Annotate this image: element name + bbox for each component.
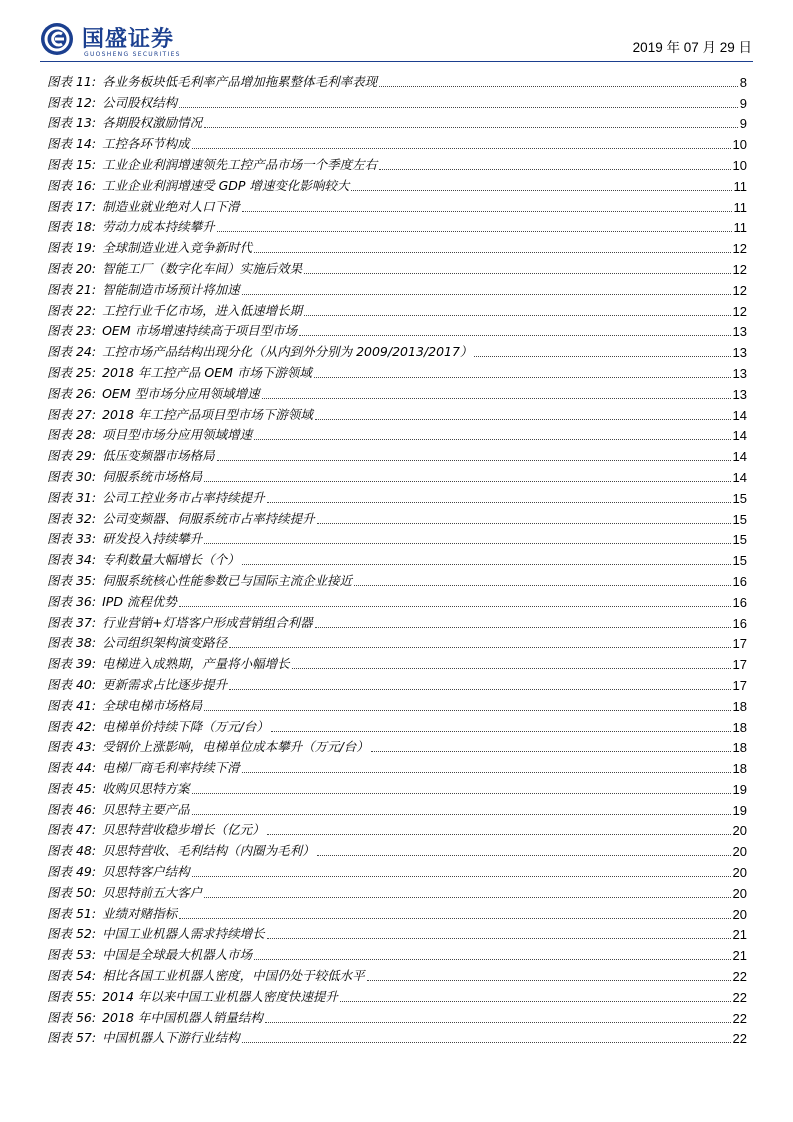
figure-label: 图表 25: (47, 364, 97, 380)
figure-title: 中国是全球最大机器人市场 (102, 947, 253, 963)
figure-title: 贝思特营收稳步增长（亿元） (102, 822, 265, 838)
toc-entry[interactable] (47, 838, 747, 859)
figure-title: 各期股权激励情况 (102, 115, 203, 131)
page-number: 18 (732, 719, 747, 735)
brand-name: 国盛证券 (82, 27, 175, 52)
toc-entry[interactable] (47, 443, 747, 464)
page-number: 16 (732, 573, 747, 589)
figure-title: 公司股权结构 (102, 94, 178, 110)
dot-leader (192, 876, 731, 877)
figure-title: 贝思特营收、毛利结构（内圈为毛利） (102, 843, 315, 859)
page-number: 12 (732, 303, 747, 319)
toc-entry[interactable] (47, 714, 747, 735)
page-number: 18 (732, 761, 747, 777)
toc-entry[interactable] (47, 319, 747, 340)
dot-leader (367, 980, 731, 981)
toc-entry[interactable] (47, 984, 747, 1005)
dot-leader (179, 606, 731, 607)
toc-entry[interactable] (47, 464, 747, 485)
dot-leader (315, 627, 731, 628)
figure-title: 2014 年以来中国工业机器人密度快速提升 (102, 988, 338, 1004)
toc-entry[interactable] (47, 818, 747, 839)
toc-entry[interactable] (47, 381, 747, 402)
figure-title: 公司变频器、伺服系统市占率持续提升 (102, 510, 315, 526)
page-number: 14 (732, 407, 747, 423)
dot-leader (267, 502, 731, 503)
toc-entry[interactable] (47, 360, 747, 381)
figure-title: 工业企业利润增速领先工控产品市场一个季度左右 (102, 156, 378, 172)
figure-label: 图表 40: (47, 676, 97, 692)
dot-leader (192, 793, 731, 794)
figure-title: 2018 年工控产品 OEM 市场下游领域 (102, 364, 312, 380)
page-number: 13 (732, 324, 747, 340)
dot-leader (292, 668, 731, 669)
figure-label: 图表 49: (47, 864, 97, 880)
toc-entry[interactable] (47, 527, 747, 548)
figure-label: 图表 31: (47, 489, 97, 505)
page-number: 13 (732, 386, 747, 402)
dot-leader (229, 689, 730, 690)
figure-title: 贝思特前五大客户 (102, 884, 203, 900)
page-number: 14 (732, 428, 747, 444)
figure-title: 全球电梯市场格局 (102, 697, 203, 713)
toc-entry[interactable] (47, 90, 747, 111)
figure-label: 图表 38: (47, 635, 97, 651)
toc-entry[interactable] (47, 776, 747, 797)
toc-entry[interactable] (47, 922, 747, 943)
figure-label: 图表 50: (47, 884, 97, 900)
page-header (40, 20, 752, 62)
page-number: 13 (732, 345, 747, 361)
figure-title: 2018 年工控产品项目型市场下游领域 (102, 406, 313, 422)
figure-label: 图表 54: (47, 968, 97, 984)
dot-leader (179, 918, 730, 919)
dot-leader (354, 585, 730, 586)
dot-leader (204, 127, 738, 128)
page-number: 10 (732, 137, 747, 153)
page-number: 8 (739, 74, 747, 90)
dot-leader (379, 169, 730, 170)
figure-title: 更新需求占比逐步提升 (102, 676, 228, 692)
figure-title: 行业营销+灯塔客户形成营销组合利器 (102, 614, 313, 630)
toc-entry[interactable] (47, 298, 747, 319)
page-number: 14 (732, 449, 747, 465)
toc-entry[interactable] (47, 402, 747, 423)
toc-entry[interactable] (47, 797, 747, 818)
dot-leader (204, 543, 730, 544)
dot-leader (265, 1022, 731, 1023)
toc-entry[interactable] (47, 651, 747, 672)
figure-label: 图表 21: (47, 281, 97, 297)
dot-leader (299, 335, 730, 336)
figure-label: 图表 57: (47, 1030, 97, 1046)
page-number: 11 (733, 178, 747, 194)
dot-leader (242, 294, 731, 295)
toc-entry[interactable] (47, 152, 747, 173)
figure-label: 图表 45: (47, 780, 97, 796)
figure-label: 图表 34: (47, 552, 97, 568)
page-number: 17 (732, 657, 747, 673)
page-number: 12 (732, 282, 747, 298)
dot-leader (217, 231, 732, 232)
page-number: 22 (732, 1031, 747, 1047)
figure-title: OEM 型市场分应用领域增速 (102, 385, 260, 401)
page-number: 13 (732, 365, 747, 381)
figure-title: IPD 流程优势 (102, 593, 177, 609)
figure-title: 电梯单价持续下降（万元/台） (102, 718, 269, 734)
figure-label: 图表 19: (47, 240, 97, 256)
dot-leader (271, 731, 731, 732)
figure-title: 业绩对赌指标 (102, 905, 178, 921)
dot-leader (267, 834, 731, 835)
toc-entry[interactable] (47, 256, 747, 277)
figure-label: 图表 22: (47, 302, 97, 318)
brand-name-english: GUOSHENG SECURITIES (84, 51, 181, 58)
dot-leader (217, 460, 731, 461)
toc-entry[interactable] (47, 859, 747, 880)
figure-label: 图表 39: (47, 656, 97, 672)
dot-leader (242, 211, 732, 212)
page-number: 22 (732, 969, 747, 985)
figure-label: 图表 36: (47, 593, 97, 609)
toc-entry[interactable] (47, 1005, 747, 1026)
figure-title: 全球制造业进入竞争新时代 (102, 240, 253, 256)
page-number: 22 (732, 989, 747, 1005)
toc-entry[interactable] (47, 131, 747, 152)
page-number: 20 (732, 906, 747, 922)
figure-label: 图表 11: (47, 73, 97, 89)
dot-leader (204, 481, 730, 482)
figure-label: 图表 27: (47, 406, 97, 422)
figure-title: 各业务板块低毛利率产品增加拖累整体毛利率表现 (102, 73, 378, 89)
dot-leader (304, 315, 730, 316)
toc-entry[interactable] (47, 423, 747, 444)
dot-leader (204, 710, 730, 711)
figure-title: 工控各环节构成 (102, 136, 190, 152)
figure-label: 图表 14: (47, 136, 97, 152)
figure-title: 项目型市场分应用领域增速 (102, 427, 253, 443)
dot-leader (317, 523, 731, 524)
page-number: 15 (732, 553, 747, 569)
toc-entry[interactable] (47, 547, 747, 568)
page-number: 15 (732, 490, 747, 506)
figure-title: 专利数量大幅增长（个） (102, 552, 240, 568)
page-number: 19 (732, 802, 747, 818)
dot-leader (192, 814, 731, 815)
toc-entry[interactable] (47, 589, 747, 610)
page-number: 9 (739, 95, 747, 111)
figure-label: 图表 32: (47, 510, 97, 526)
figure-title: 中国工业机器人需求持续增长 (102, 926, 265, 942)
toc-entry[interactable] (47, 610, 747, 631)
page-number: 18 (732, 740, 747, 756)
dot-leader (474, 356, 730, 357)
figure-label: 图表 48: (47, 843, 97, 859)
figure-label: 图表 13: (47, 115, 97, 131)
dot-leader (304, 273, 730, 274)
figure-label: 图表 42: (47, 718, 97, 734)
figure-label: 图表 30: (47, 468, 97, 484)
page-number: 10 (732, 157, 747, 173)
dot-leader (267, 938, 731, 939)
figure-label: 图表 41: (47, 697, 97, 713)
page-number: 9 (739, 116, 747, 132)
figure-label: 图表 16: (47, 177, 97, 193)
figure-label: 图表 26: (47, 385, 97, 401)
figure-title: 贝思特客户结构 (102, 864, 190, 880)
toc-entry[interactable] (47, 1026, 747, 1047)
figure-label: 图表 15: (47, 156, 97, 172)
page-number: 21 (732, 948, 747, 964)
page-number: 20 (732, 885, 747, 901)
page-number: 21 (732, 927, 747, 943)
page-number: 20 (732, 844, 747, 860)
toc-entry[interactable] (47, 277, 747, 298)
figure-title: 工控行业千亿市场，进入低速增长期 (102, 302, 303, 318)
toc-entry[interactable] (47, 194, 747, 215)
dot-leader (254, 252, 730, 253)
toc-entry[interactable] (47, 173, 747, 194)
dot-leader (242, 772, 731, 773)
figure-title: 电梯进入成熟期，产量将小幅增长 (102, 656, 290, 672)
figure-title: 低压变频器市场格局 (102, 448, 215, 464)
figure-label: 图表 46: (47, 801, 97, 817)
toc-entry[interactable] (47, 693, 747, 714)
toc-entry[interactable] (47, 69, 747, 90)
figure-label: 图表 33: (47, 531, 97, 547)
figure-label: 图表 28: (47, 427, 97, 443)
figure-label: 图表 51: (47, 905, 97, 921)
dot-leader (204, 897, 730, 898)
page-number: 17 (732, 636, 747, 652)
figure-title: 中国机器人下游行业结构 (102, 1030, 240, 1046)
page-number: 19 (732, 781, 747, 797)
figure-label: 图表 24: (47, 344, 97, 360)
figure-label: 图表 52: (47, 926, 97, 942)
page-number: 11 (733, 199, 747, 215)
guosheng-logo-icon (40, 22, 74, 56)
dot-leader (379, 86, 738, 87)
figure-title: 劳动力成本持续攀升 (102, 219, 215, 235)
page-number: 16 (732, 594, 747, 610)
header-divider (40, 61, 753, 62)
figure-label: 图表 23: (47, 323, 97, 339)
page-number: 17 (732, 677, 747, 693)
figure-title: 公司工控业务市占率持续提升 (102, 489, 265, 505)
figure-title: 工控市场产品结构出现分化（从内到外分别为 2009/2013/2017） (102, 344, 473, 360)
figure-title: 制造业就业绝对人口下滑 (102, 198, 240, 214)
dot-leader (242, 564, 731, 565)
dot-leader (229, 647, 730, 648)
toc-entry[interactable] (47, 485, 747, 506)
figure-title: 伺服系统市场格局 (102, 468, 203, 484)
figure-label: 图表 53: (47, 947, 97, 963)
toc-entry[interactable] (47, 942, 747, 963)
figure-label: 图表 37: (47, 614, 97, 630)
toc-entry[interactable] (47, 339, 747, 360)
figure-title: OEM 市场增速持续高于项目型市场 (102, 323, 298, 339)
figure-title: 电梯厂商毛利率持续下滑 (102, 760, 240, 776)
dot-leader (340, 1001, 731, 1002)
figure-title: 相比各国工业机器人密度，中国仍处于较低水平 (102, 968, 365, 984)
figure-label: 图表 12: (47, 94, 97, 110)
dot-leader (242, 1042, 731, 1043)
toc-entry[interactable] (47, 631, 747, 652)
page-number: 11 (733, 220, 747, 236)
toc-entry[interactable] (47, 735, 747, 756)
dot-leader (317, 855, 731, 856)
figure-title: 伺服系统核心性能参数已与国际主流企业接近 (102, 572, 353, 588)
page-number: 18 (732, 698, 747, 714)
page-number: 20 (732, 865, 747, 881)
figure-label: 图表 29: (47, 448, 97, 464)
page-number: 12 (732, 241, 747, 257)
page-number: 20 (732, 823, 747, 839)
figure-title: 智能工厂（数字化车间）实施后效果 (102, 260, 303, 276)
figure-title: 受钢价上涨影响，电梯单位成本攀升（万元/台） (102, 739, 369, 755)
figure-label: 图表 55: (47, 988, 97, 1004)
dot-leader (315, 419, 731, 420)
figure-label: 图表 47: (47, 822, 97, 838)
page-number: 15 (732, 532, 747, 548)
toc-entry[interactable] (47, 215, 747, 236)
page-number: 12 (732, 261, 747, 277)
toc-entry[interactable] (47, 568, 747, 589)
toc-entry[interactable] (47, 506, 747, 527)
toc-entry[interactable] (47, 672, 747, 693)
dot-leader (371, 751, 731, 752)
page-number: 16 (732, 615, 747, 631)
figure-title: 贝思特主要产品 (102, 801, 190, 817)
dot-leader (262, 398, 731, 399)
page-number: 22 (732, 1010, 747, 1026)
figure-index-list (47, 69, 747, 1046)
toc-entry[interactable] (47, 111, 747, 132)
figure-label: 图表 17: (47, 198, 97, 214)
figure-label: 图表 18: (47, 219, 97, 235)
figure-label: 图表 35: (47, 572, 97, 588)
dot-leader (179, 107, 738, 108)
toc-entry[interactable] (47, 880, 747, 901)
page-number: 14 (732, 469, 747, 485)
toc-entry[interactable] (47, 901, 747, 922)
toc-entry[interactable] (47, 235, 747, 256)
toc-entry[interactable] (47, 963, 747, 984)
dot-leader (192, 148, 731, 149)
figure-title: 工业企业利润增速受 GDP 增速变化影响较大 (102, 177, 350, 193)
figure-title: 收购贝思特方案 (102, 780, 190, 796)
figure-label: 图表 56: (47, 1009, 97, 1025)
dot-leader (254, 439, 730, 440)
page-number: 15 (732, 511, 747, 527)
dot-leader (254, 959, 730, 960)
toc-entry[interactable] (47, 755, 747, 776)
figure-label: 图表 20: (47, 260, 97, 276)
report-date: 2019 年 07 月 29 日 (632, 40, 752, 55)
figure-label: 图表 43: (47, 739, 97, 755)
dot-leader (314, 377, 731, 378)
figure-title: 研发投入持续攀升 (102, 531, 203, 547)
figure-label: 图表 44: (47, 760, 97, 776)
figure-title: 2018 年中国机器人销量结构 (102, 1009, 263, 1025)
figure-title: 公司组织架构演变路径 (102, 635, 228, 651)
dot-leader (351, 190, 731, 191)
figure-title: 智能制造市场预计将加速 (102, 281, 240, 297)
